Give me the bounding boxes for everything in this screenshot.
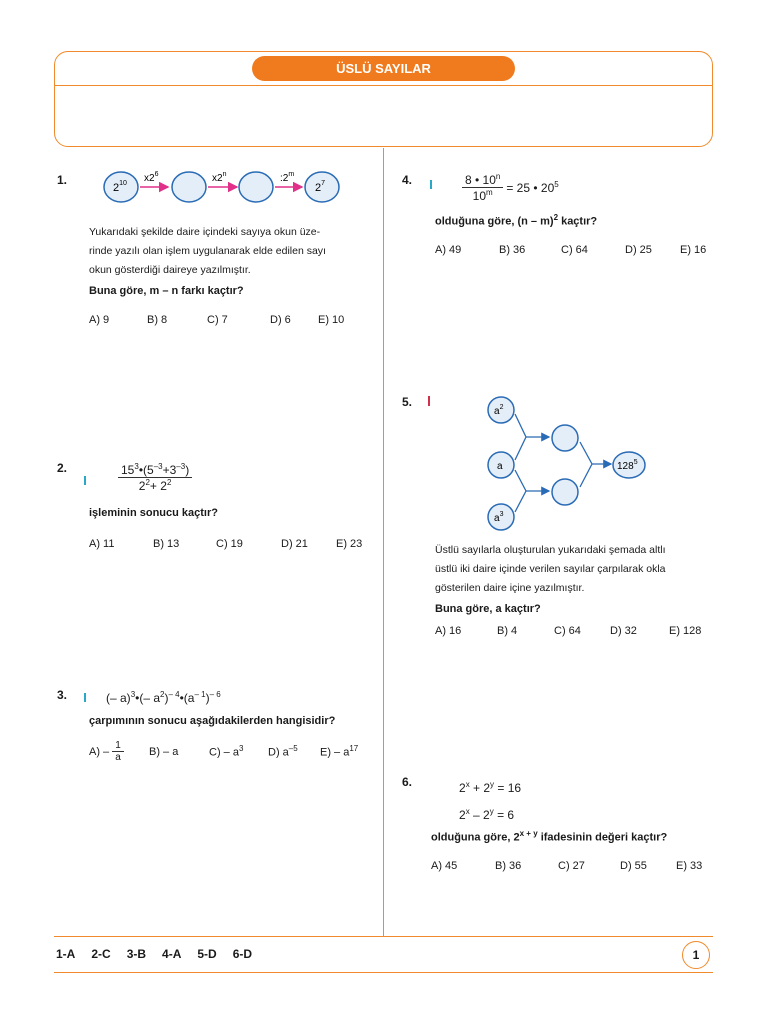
q6-equation-1: $2^x + 2^y = 16$ <box>459 780 522 795</box>
q2-tick-mark <box>84 476 86 485</box>
q3-option-b[interactable]: B) – a <box>149 745 179 758</box>
q5-option-c[interactable]: C) 64 <box>554 625 581 637</box>
question-6-number: 6. <box>402 775 413 789</box>
q4-option-d[interactable]: D) 25 <box>625 244 652 256</box>
answer-6: 6-D <box>232 947 253 961</box>
q2-option-c[interactable]: C) 19 <box>216 538 243 550</box>
q4-option-e[interactable]: E) 16 <box>680 244 707 256</box>
page-number: 1 <box>682 941 710 969</box>
q1-op-1: $x2^6$ <box>144 171 159 184</box>
q6-equation-2: 2$^x$ – 2$^y$ = 6 <box>459 807 515 822</box>
question-5-number: 5. <box>402 395 413 409</box>
q6-option-d[interactable]: D) 55 <box>620 860 647 872</box>
q5-join-bottom <box>515 470 526 512</box>
answer-4: 4-A <box>162 947 182 961</box>
q1-circle-3 <box>239 172 273 202</box>
q1-option-c[interactable]: C) 7 <box>207 314 228 326</box>
q5-option-d[interactable]: D) 32 <box>610 625 637 637</box>
q6-equations <box>459 773 521 827</box>
q5-option-e[interactable]: E) 128 <box>669 625 702 637</box>
q5-tick-mark <box>428 396 430 406</box>
q1-op-2: x2$^n$ <box>212 171 227 184</box>
q3-options <box>89 740 358 763</box>
q5-final-value: $128^5$ <box>617 459 638 472</box>
footer-divider <box>54 936 713 937</box>
q2-option-a[interactable]: A) 11 <box>89 538 115 550</box>
question-2-number: 2. <box>57 461 68 475</box>
q6-options <box>431 860 702 872</box>
q1-circle-2 <box>172 172 206 202</box>
q1-op-3: :2$^m$ <box>280 171 295 184</box>
q5-join-top <box>515 414 526 460</box>
q1-circle-end <box>305 172 339 202</box>
answer-key <box>56 947 252 961</box>
q4-option-c[interactable]: C) 64 <box>561 244 588 256</box>
q5-text: Üstlü sayılarla oluşturulan yukarıdaki şemada altlı üstlü iki daire içinde verilen sayılar çarpılarak okla gösterilen daire içine yazılmıştır. <box>435 544 666 594</box>
q5-question: Buna göre, a kaçtır? <box>435 603 541 615</box>
q4-question: olduğuna göre, (n – m)$^2$ kaçtır? <box>435 213 598 228</box>
q5-option-a[interactable]: A) 16 <box>435 625 462 637</box>
q5-options <box>435 625 701 637</box>
q1-option-e[interactable]: E) 10 <box>318 314 345 326</box>
q6-option-e[interactable]: E) 33 <box>676 860 703 872</box>
q1-circle-start <box>104 172 138 202</box>
q5-circle-lower-result <box>552 479 578 505</box>
q2-option-d[interactable]: D) 21 <box>281 538 308 550</box>
q1-start-value: $2^{10}$ <box>113 180 127 194</box>
q2-option-b[interactable]: B) 13 <box>153 538 180 550</box>
page-title: ÜSLÜ SAYILAR <box>252 56 515 81</box>
q1-option-d[interactable]: D) 6 <box>270 314 291 326</box>
q5-bottom-value: $a^3$ <box>494 511 504 524</box>
q2-options <box>89 538 362 550</box>
question-1-number: 1. <box>57 173 68 187</box>
answer-5: 5-D <box>197 947 217 961</box>
q5-circle-upper-result <box>552 425 578 451</box>
column-divider <box>383 148 384 936</box>
q5-diagram <box>428 394 678 534</box>
q4-expression: $\frac{8 • 10^n}{10^m}$ = 25 • $20^5$ <box>462 172 559 203</box>
q5-top-value: $a^2$ <box>494 404 504 417</box>
q3-expression: (– a)$^3$•(– $a^2)^{- 4}•(a^{- 1})^{- 6}$ <box>106 690 221 705</box>
q3-option-c[interactable]: $C) - a^3$ <box>209 744 244 759</box>
q4-option-b[interactable]: B) 36 <box>499 244 526 256</box>
q1-question: Buna göre, m – n farkı kaçtır? <box>89 285 244 297</box>
q6-option-c[interactable]: C) 27 <box>558 860 585 872</box>
q4-tick-mark <box>430 180 432 189</box>
q5-join-final <box>580 442 592 487</box>
header-divider <box>54 85 713 86</box>
q4-option-a[interactable]: A) 49 <box>435 244 462 256</box>
q6-question: olduğuna göre, $2^{x + y}$ ifadesinin değeri kaçtır? <box>431 829 668 844</box>
q3-question: çarpımının sonucu aşağıdakilerden hangisidir? <box>89 715 336 727</box>
answer-3: 3-B <box>126 947 147 961</box>
q6-option-b[interactable]: B) 36 <box>495 860 522 872</box>
q1-option-a[interactable]: A) 9 <box>89 314 110 326</box>
question-4-number: 4. <box>402 173 413 187</box>
q4-options <box>435 244 706 256</box>
q1-option-b[interactable]: B) 8 <box>147 314 168 326</box>
q1-diagram <box>96 166 366 208</box>
q2-question: işleminin sonucu kaçtır? <box>89 507 218 519</box>
q5-mid-value: a <box>497 461 503 472</box>
q3-tick-mark <box>84 693 86 702</box>
bottom-line <box>54 972 713 973</box>
q3-option-e[interactable]: $E) - a^{17}$ <box>320 744 359 759</box>
q5-option-b[interactable]: B) 4 <box>497 625 518 637</box>
question-3-number: 3. <box>57 688 68 702</box>
q1-end-value: $2^7$ <box>315 180 326 194</box>
q6-option-a[interactable]: A) 45 <box>431 860 458 872</box>
q3-option-a[interactable]: A) – $\frac{1}{a}$ <box>89 740 149 763</box>
q2-expression: $\frac{15^3•(5^{-3}+3^{-3})}{2^2+ 2^2}$ <box>118 462 192 493</box>
answer-2: 2-C <box>91 947 111 961</box>
q1-text: Yukarıdaki şekilde daire içindeki sayıya okun üze- rinde yazılı olan işlem uygulanarak elde edilen sayı okun gösterdiği daireye yazılmıştır. <box>89 226 326 276</box>
q2-option-e[interactable]: E) 23 <box>336 538 363 550</box>
answer-1: 1-A <box>56 947 76 961</box>
q3-option-d[interactable]: D) $a^{-5}$ <box>268 744 298 759</box>
q1-options <box>89 314 344 326</box>
